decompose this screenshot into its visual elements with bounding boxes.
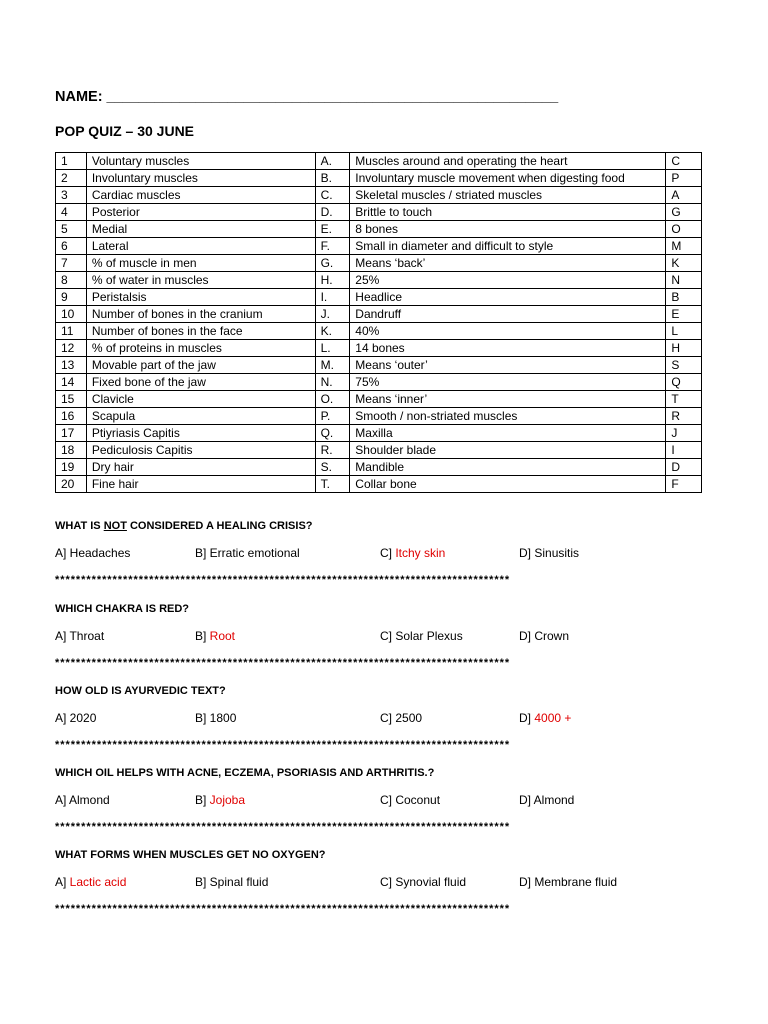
- table-row: [56, 255, 702, 272]
- row-number: 3: [56, 187, 87, 204]
- row-number: 14: [56, 374, 87, 391]
- answer-cell: S: [666, 357, 702, 374]
- correct-answer-text: 4000 +: [534, 711, 572, 725]
- option-letter-cell: G.: [315, 255, 350, 272]
- row-number: 16: [56, 408, 87, 425]
- name-line: NAME: ________________________________________________________: [55, 89, 559, 105]
- separator-line: ***************************************************************************************: [55, 821, 511, 833]
- definition-cell: 25%: [350, 272, 666, 289]
- table-row: [56, 408, 702, 425]
- answer-option: [195, 629, 235, 643]
- option-prefix: A]: [55, 629, 70, 643]
- correct-answer-text: Root: [209, 629, 236, 643]
- correct-answer-text: Lactic acid: [69, 875, 127, 889]
- correct-answer-text: Itchy skin: [395, 546, 446, 560]
- answer-option: [380, 793, 440, 807]
- option-prefix: B]: [195, 629, 210, 643]
- separator-line: ***************************************************************************************: [55, 739, 511, 751]
- term-cell: Fine hair: [86, 476, 315, 493]
- row-number: 12: [56, 340, 87, 357]
- question-text-part: CONSIDERED A HEALING CRISIS?: [126, 520, 313, 532]
- option-prefix: D]: [519, 793, 534, 807]
- definition-cell: 40%: [350, 323, 666, 340]
- option-text: Throat: [69, 629, 105, 643]
- definition-cell: Skeletal muscles / striated muscles: [350, 187, 666, 204]
- answer-option: [195, 546, 300, 560]
- term-cell: Posterior: [86, 204, 315, 221]
- question-text-part: HOW OLD IS AYURVEDIC TEXT?: [55, 685, 226, 697]
- table-row: [56, 391, 702, 408]
- question-text: [55, 849, 326, 861]
- answer-cell: L: [666, 323, 702, 340]
- answer-cell: K: [666, 255, 702, 272]
- option-text: Sinusitis: [534, 546, 580, 560]
- separator-line: ***************************************************************************************: [55, 574, 511, 586]
- term-cell: Scapula: [86, 408, 315, 425]
- term-cell: Dry hair: [86, 459, 315, 476]
- term-cell: Movable part of the jaw: [86, 357, 315, 374]
- answer-cell: C: [666, 153, 702, 170]
- answer-option: [380, 629, 463, 643]
- table-row: [56, 340, 702, 357]
- row-number: 13: [56, 357, 87, 374]
- option-letter-cell: R.: [315, 442, 350, 459]
- option-text: Crown: [534, 629, 570, 643]
- definition-cell: Smooth / non-striated muscles: [350, 408, 666, 425]
- term-cell: Involuntary muscles: [86, 170, 315, 187]
- term-cell: Number of bones in the cranium: [86, 306, 315, 323]
- option-prefix: C]: [380, 711, 396, 725]
- table-row: [56, 442, 702, 459]
- option-prefix: A]: [55, 793, 70, 807]
- table-row: [56, 153, 702, 170]
- table-row: [56, 306, 702, 323]
- option-prefix: A]: [55, 875, 70, 889]
- term-cell: Lateral: [86, 238, 315, 255]
- correct-answer-text: Jojoba: [209, 793, 246, 807]
- term-cell: % of proteins in muscles: [86, 340, 315, 357]
- option-letter-cell: F.: [315, 238, 350, 255]
- table-row: [56, 187, 702, 204]
- option-letter-cell: A.: [315, 153, 350, 170]
- table-row: [56, 425, 702, 442]
- row-number: 9: [56, 289, 87, 306]
- answer-option: [519, 793, 574, 807]
- option-prefix: C]: [380, 875, 396, 889]
- option-letter-cell: N.: [315, 374, 350, 391]
- option-letter-cell: L.: [315, 340, 350, 357]
- option-letter-cell: C.: [315, 187, 350, 204]
- separator-line: ***************************************************************************************: [55, 657, 511, 669]
- row-number: 17: [56, 425, 87, 442]
- option-text: Almond: [69, 793, 110, 807]
- option-text: 2020: [69, 711, 97, 725]
- option-letter-cell: T.: [315, 476, 350, 493]
- answer-option: [195, 793, 245, 807]
- definition-cell: Collar bone: [350, 476, 666, 493]
- answer-cell: D: [666, 459, 702, 476]
- table-row: [56, 374, 702, 391]
- definition-cell: Muscles around and operating the heart: [350, 153, 666, 170]
- answer-option: [380, 875, 466, 889]
- option-prefix: C]: [380, 793, 396, 807]
- answer-options: [55, 546, 715, 562]
- answer-cell: G: [666, 204, 702, 221]
- answer-option: [55, 629, 104, 643]
- row-number: 19: [56, 459, 87, 476]
- answer-cell: O: [666, 221, 702, 238]
- option-prefix: D]: [519, 546, 535, 560]
- definition-cell: Shoulder blade: [350, 442, 666, 459]
- option-letter-cell: H.: [315, 272, 350, 289]
- answer-option: [55, 711, 96, 725]
- answer-option: [380, 711, 422, 725]
- option-letter-cell: M.: [315, 357, 350, 374]
- definition-cell: 75%: [350, 374, 666, 391]
- definition-cell: Dandruff: [350, 306, 666, 323]
- matching-table: [55, 152, 702, 493]
- answer-cell: I: [666, 442, 702, 459]
- answer-options: [55, 629, 715, 645]
- option-letter-cell: J.: [315, 306, 350, 323]
- term-cell: Peristalsis: [86, 289, 315, 306]
- option-letter-cell: K.: [315, 323, 350, 340]
- option-prefix: C]: [380, 546, 396, 560]
- answer-cell: P: [666, 170, 702, 187]
- option-letter-cell: O.: [315, 391, 350, 408]
- definition-cell: Maxilla: [350, 425, 666, 442]
- answer-option: [519, 629, 569, 643]
- option-letter-cell: D.: [315, 204, 350, 221]
- option-letter-cell: I.: [315, 289, 350, 306]
- row-number: 4: [56, 204, 87, 221]
- row-number: 7: [56, 255, 87, 272]
- option-text: Erratic emotional: [209, 546, 300, 560]
- question-text: [55, 685, 226, 697]
- answer-cell: A: [666, 187, 702, 204]
- answer-cell: F: [666, 476, 702, 493]
- answer-options: [55, 711, 715, 727]
- question-text-part: WHAT IS: [55, 520, 104, 532]
- option-prefix: B]: [195, 793, 210, 807]
- row-number: 18: [56, 442, 87, 459]
- table-row: [56, 289, 702, 306]
- option-text: Synovial fluid: [395, 875, 467, 889]
- option-prefix: B]: [195, 711, 210, 725]
- row-number: 5: [56, 221, 87, 238]
- option-prefix: A]: [55, 711, 70, 725]
- option-text: 2500: [395, 711, 423, 725]
- row-number: 1: [56, 153, 87, 170]
- row-number: 10: [56, 306, 87, 323]
- definition-cell: 14 bones: [350, 340, 666, 357]
- separator-line: ***************************************************************************************: [55, 903, 511, 915]
- definition-cell: Means ‘back’: [350, 255, 666, 272]
- table-row: [56, 204, 702, 221]
- table-row: [56, 170, 702, 187]
- option-text: Spinal fluid: [209, 875, 269, 889]
- table-row: [56, 476, 702, 493]
- definition-cell: 8 bones: [350, 221, 666, 238]
- option-text: Almond: [533, 793, 575, 807]
- option-text: Membrane fluid: [534, 875, 618, 889]
- answer-cell: J: [666, 425, 702, 442]
- option-letter-cell: P.: [315, 408, 350, 425]
- term-cell: % of water in muscles: [86, 272, 315, 289]
- option-text: Headaches: [69, 546, 131, 560]
- option-text: Coconut: [395, 793, 441, 807]
- question-emphasis: NOT: [103, 520, 127, 532]
- definition-cell: Headlice: [350, 289, 666, 306]
- answer-option: [519, 711, 571, 725]
- term-cell: Clavicle: [86, 391, 315, 408]
- answer-option: [55, 875, 126, 889]
- table-row: [56, 357, 702, 374]
- question-text-part: WHICH CHAKRA IS RED?: [55, 603, 190, 615]
- term-cell: % of muscle in men: [86, 255, 315, 272]
- answer-cell: T: [666, 391, 702, 408]
- option-prefix: A]: [55, 546, 70, 560]
- answer-options: [55, 793, 715, 809]
- answer-option: [55, 793, 110, 807]
- table-row: [56, 323, 702, 340]
- answer-option: [519, 875, 617, 889]
- answer-cell: M: [666, 238, 702, 255]
- option-prefix: D]: [519, 629, 535, 643]
- term-cell: Voluntary muscles: [86, 153, 315, 170]
- question-text-part: WHICH OIL HELPS WITH ACNE, ECZEMA, PSORIASIS AND ARTHRITIS.?: [55, 767, 435, 779]
- row-number: 15: [56, 391, 87, 408]
- answer-option: [195, 711, 236, 725]
- table-row: [56, 459, 702, 476]
- answer-cell: N: [666, 272, 702, 289]
- option-letter-cell: Q.: [315, 425, 350, 442]
- answer-cell: B: [666, 289, 702, 306]
- table-row: [56, 221, 702, 238]
- question-text: [55, 603, 189, 615]
- option-text: 1800: [209, 711, 237, 725]
- term-cell: Pediculosis Capitis: [86, 442, 315, 459]
- question-text-part: WHAT FORMS WHEN MUSCLES GET NO OXYGEN?: [55, 849, 326, 861]
- option-prefix: B]: [195, 875, 210, 889]
- table-row: [56, 272, 702, 289]
- term-cell: Medial: [86, 221, 315, 238]
- row-number: 11: [56, 323, 87, 340]
- definition-cell: Mandible: [350, 459, 666, 476]
- answer-options: [55, 875, 715, 891]
- question-text: [55, 767, 434, 779]
- answer-option: [380, 546, 445, 560]
- term-cell: Number of bones in the face: [86, 323, 315, 340]
- definition-cell: Means ‘outer’: [350, 357, 666, 374]
- answer-option: [195, 875, 268, 889]
- answer-cell: R: [666, 408, 702, 425]
- definition-cell: Small in diameter and difficult to style: [350, 238, 666, 255]
- answer-option: [55, 546, 130, 560]
- quiz-title: POP QUIZ – 30 JUNE: [55, 123, 195, 139]
- row-number: 20: [56, 476, 87, 493]
- row-number: 8: [56, 272, 87, 289]
- term-cell: Cardiac muscles: [86, 187, 315, 204]
- answer-option: [519, 546, 579, 560]
- row-number: 2: [56, 170, 87, 187]
- answer-cell: Q: [666, 374, 702, 391]
- option-letter-cell: E.: [315, 221, 350, 238]
- option-prefix: D]: [519, 875, 535, 889]
- definition-cell: Brittle to touch: [350, 204, 666, 221]
- option-prefix: C]: [380, 629, 396, 643]
- option-letter-cell: B.: [315, 170, 350, 187]
- option-prefix: B]: [195, 546, 210, 560]
- answer-cell: E: [666, 306, 702, 323]
- definition-cell: Means ‘inner’: [350, 391, 666, 408]
- term-cell: Ptiyriasis Capitis: [86, 425, 315, 442]
- option-prefix: D]: [519, 711, 535, 725]
- definition-cell: Involuntary muscle movement when digesting food: [350, 170, 666, 187]
- answer-cell: H: [666, 340, 702, 357]
- option-letter-cell: S.: [315, 459, 350, 476]
- term-cell: Fixed bone of the jaw: [86, 374, 315, 391]
- option-text: Solar Plexus: [395, 629, 463, 643]
- question-text: [55, 520, 313, 532]
- row-number: 6: [56, 238, 87, 255]
- table-row: [56, 238, 702, 255]
